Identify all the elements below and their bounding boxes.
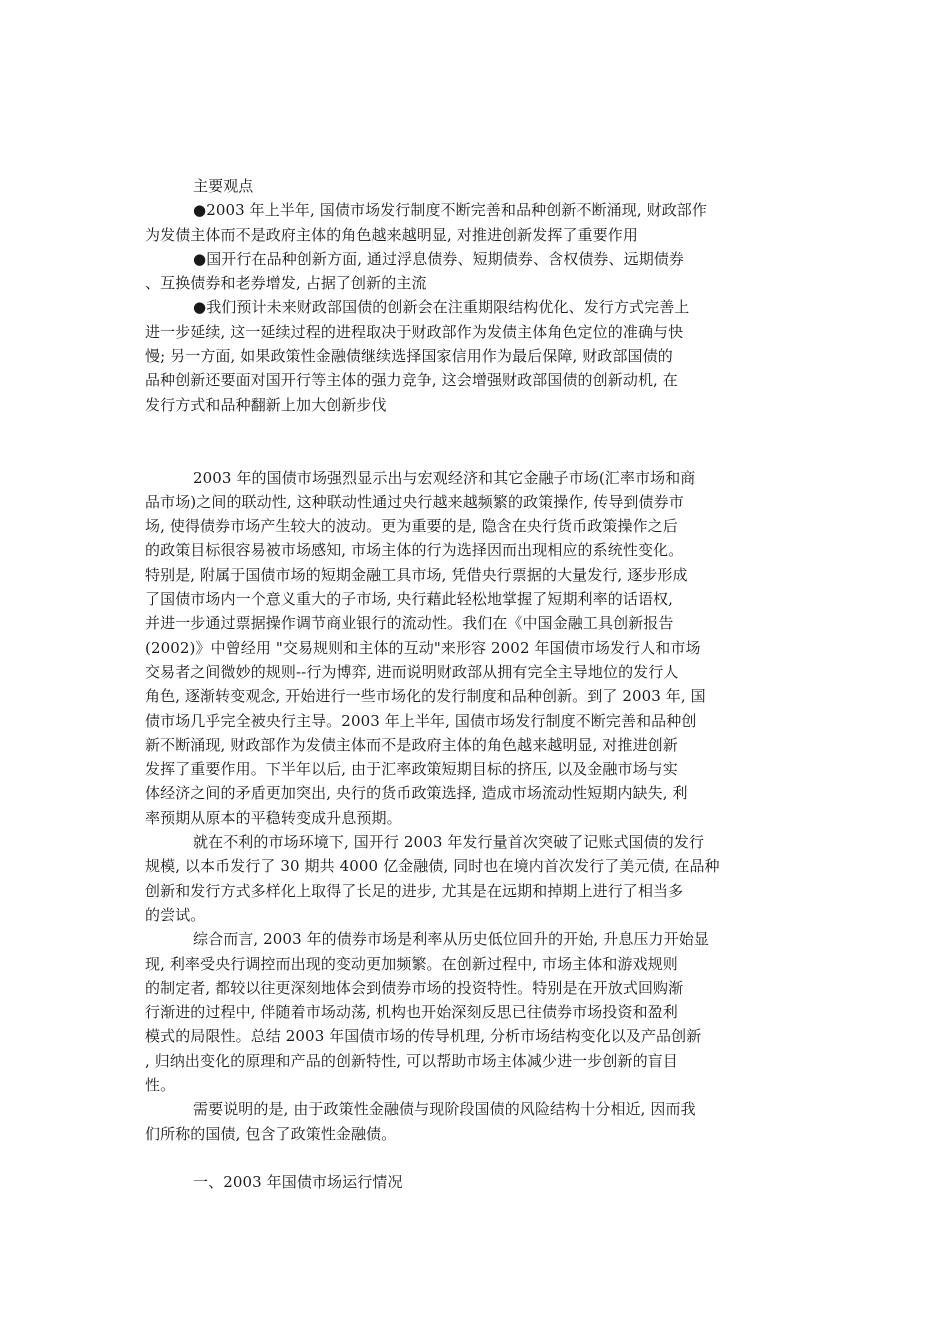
text-line: 、互换债券和老券增发, 占据了创新的主流 [145, 274, 427, 293]
spacer [145, 417, 760, 441]
text-line: 场, 使得债券市场产生较大的波动。更为重要的是, 隐含在央行货币政策操作之后 [145, 517, 678, 536]
summary-point-1 [145, 198, 760, 247]
body-paragraph-4 [145, 1097, 760, 1146]
body-paragraph-2 [145, 830, 760, 927]
text-line: 为发债主体而不是政府主体的角色越来越明显, 对推进创新发挥了重要作用 [145, 225, 638, 244]
text-line: 模式的局限性。总结 2003 年国债市场的传导机理, 分析市场结构变化以及产品创新 [145, 1027, 702, 1046]
text-line: 新不断涌现, 财政部作为发债主体而不是政府主体的角色越来越明显, 对推进创新 [145, 735, 678, 754]
summary-heading: 主要观点 [193, 177, 254, 195]
summary-point-2 [145, 247, 760, 296]
body-paragraph-3 [145, 927, 760, 1097]
text-line: 的政策目标很容易被市场感知, 市场主体的行为选择因而出现相应的系统性变化。 [145, 541, 684, 560]
text-line: 综合而言, 2003 年的债券市场是利率从历史低位回升的开始, 升息压力开始显 [193, 930, 709, 949]
text-line: 们所称的国债, 包含了政策性金融债。 [145, 1124, 397, 1143]
text-line: 体经济之间的矛盾更加突出, 央行的货币政策选择, 造成市场流动性短期内缺失, 利 [145, 784, 688, 803]
body-paragraph-1 [145, 466, 760, 830]
spacer [145, 441, 760, 465]
text-line: 并进一步通过票据操作调节商业银行的流动性。我们在《中国金融工具创新报告 [145, 614, 674, 633]
spacer [145, 1146, 760, 1170]
text-line: 现, 利率受央行调控而出现的变动更加频繁。在创新过程中, 市场主体和游戏规则 [145, 954, 678, 973]
summary-point-3 [145, 295, 760, 416]
text-line: 债市场几乎完全被央行主导。2003 年上半年, 国债市场发行制度不断完善和品种创 [145, 711, 697, 730]
text-line: ●我们预计未来财政部国债的创新会在注重期限结构优化、发行方式完善上 [193, 298, 690, 317]
text-line: (2002)》中曾经用 "交易规则和主体的互动"来形容 2002 年国债市场发行人和市场 [145, 638, 701, 657]
text-line: 行渐进的过程中, 伴随着市场动荡, 机构也开始深刻反思已往债券市场投资和盈利 [145, 1003, 678, 1022]
text-line: 慢; 另一方面, 如果政策性金融债继续选择国家信用作为最后保障, 财政部国债的 [145, 347, 673, 366]
text-line: 品市场)之间的联动性, 这种联动性通过央行越来越频繁的政策操作, 传导到债券市 [145, 492, 684, 511]
text-line: 需要说明的是, 由于政策性金融债与现阶段国债的风险结构十分相近, 因而我 [193, 1100, 696, 1119]
text-line: , 归纳出变化的原理和产品的创新特性, 可以帮助市场主体减少进一步创新的盲目 [145, 1051, 678, 1070]
text-line: 创新和发行方式多样化上取得了长足的进步, 尤其是在远期和掉期上进行了相当多 [145, 881, 684, 900]
text-line: 规模, 以本币发行了 30 期共 4000 亿金融债, 同时也在境内首次发行了美元债, 在品种 [145, 857, 720, 876]
text-line: 性。 [145, 1075, 176, 1094]
text-line: 角色, 逐渐转变观念, 开始进行一些市场化的发行制度和品种创新。到了 2003 年, 国 [145, 687, 706, 706]
text-line: 品种创新还要面对国开行等主体的强力竞争, 这会增强财政部国债的创新动机, 在 [145, 371, 678, 390]
text-line: ●2003 年上半年, 国债市场发行制度不断完善和品种创新不断涌现, 财政部作 [193, 201, 708, 220]
text-line: 了国债市场内一个意义重大的子市场, 央行藉此轻松地掌握了短期利率的话语权, [145, 590, 674, 609]
text-line: 发挥了重要作用。下半年以后, 由于汇率政策短期目标的挤压, 以及金融市场与实 [145, 760, 678, 779]
text-line: 的制定者, 都较以往更深刻地体会到债券市场的投资特性。特别是在开放式回购渐 [145, 978, 684, 997]
text-line: 发行方式和品种翻新上加大创新步伐 [145, 395, 387, 414]
text-line: 交易者之间微妙的规则--行为博弈, 进而说明财政部从拥有完全主导地位的发行人 [145, 662, 679, 681]
text-line: ●国开行在品种创新方面, 通过浮息债券、短期债券、含权债券、远期债券 [193, 249, 685, 268]
text-line: 的尝试。 [145, 905, 206, 924]
text-line: 进一步延续, 这一延续过程的进程取决于财政部作为发债主体角色定位的准确与快 [145, 322, 684, 341]
section-heading: 一、2003 年国债市场运行情况 [193, 1173, 403, 1192]
text-line: 就在不利的市场环境下, 国开行 2003 年发行量首次突破了记账式国债的发行 [193, 833, 705, 852]
document-content [145, 174, 760, 1194]
text-line: 率预期从原本的平稳转变成升息预期。 [145, 808, 402, 827]
text-line: 2003 年的国债市场强烈显示出与宏观经济和其它金融子市场(汇率市场和商 [193, 468, 696, 487]
text-line: 特别是, 附属于国债市场的短期金融工具市场, 凭借央行票据的大量发行, 逐步形成 [145, 565, 688, 584]
